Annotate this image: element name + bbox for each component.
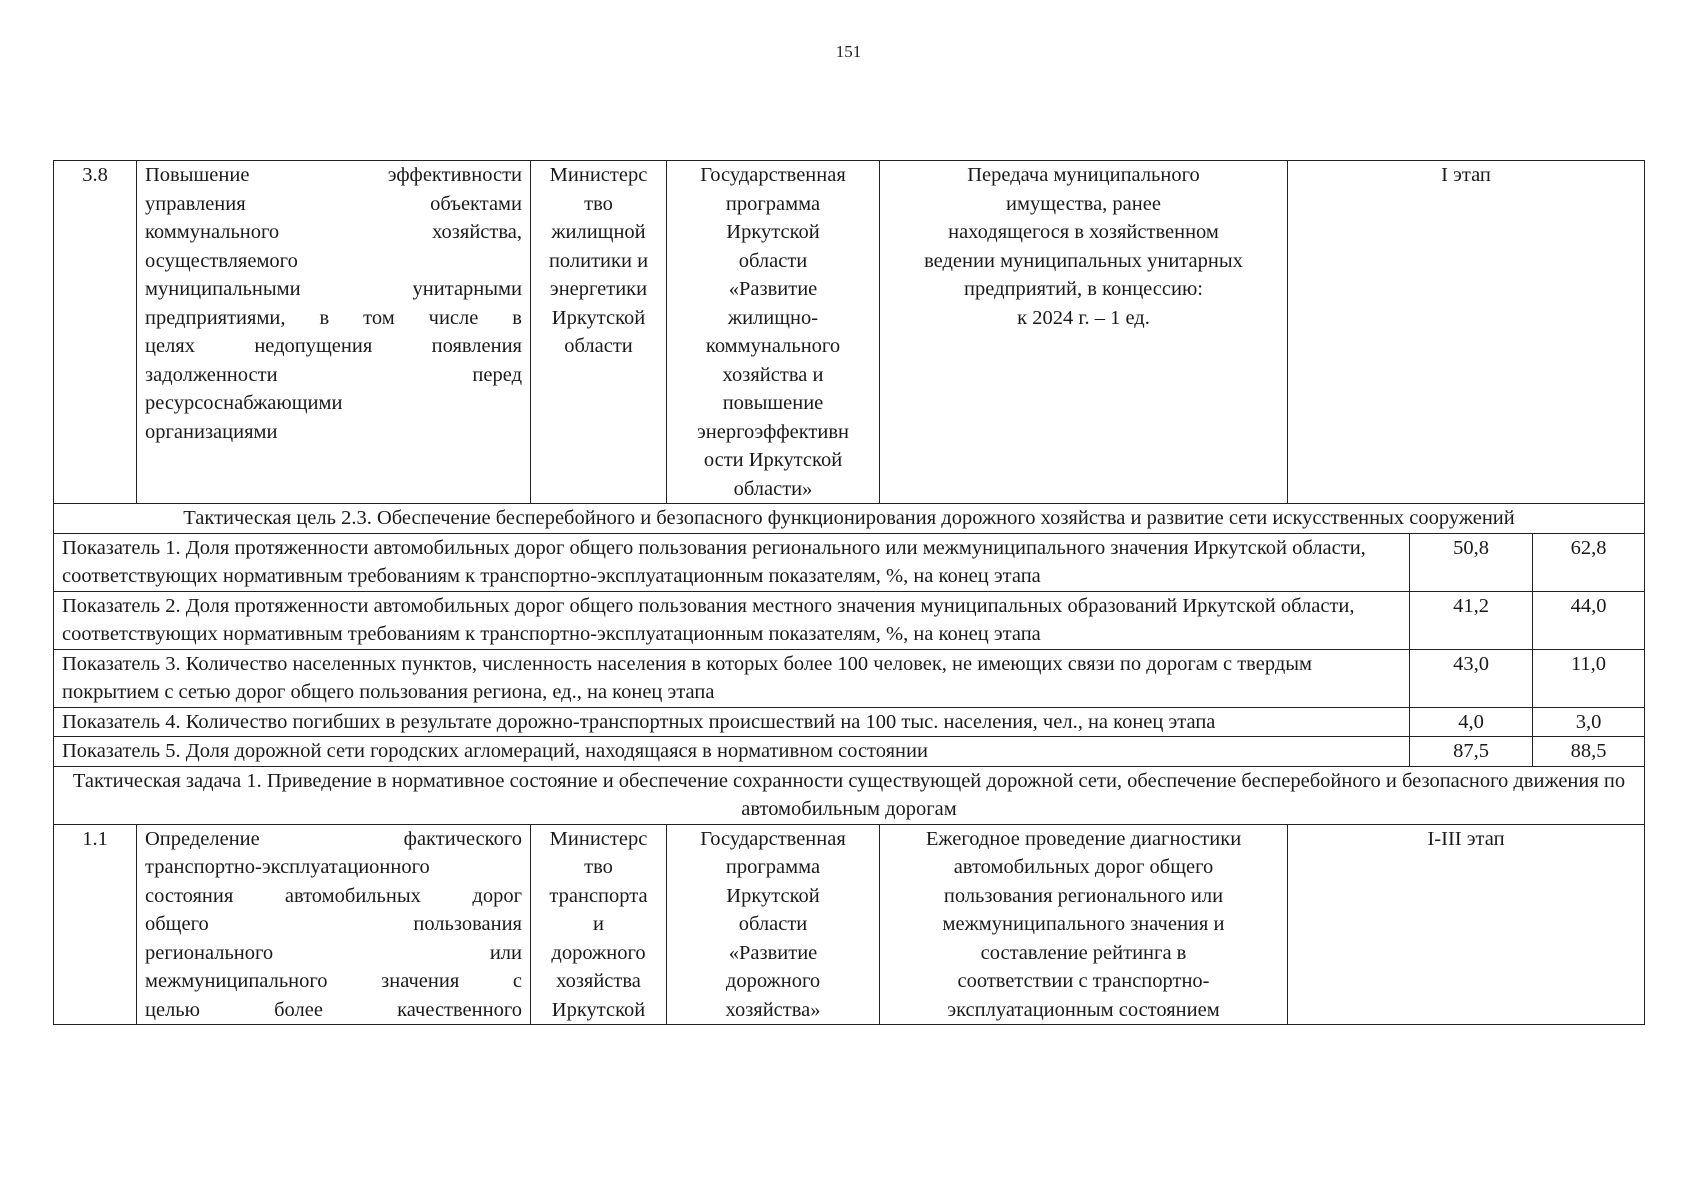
indicator-text: Показатель 2. Доля протяженности автомобильных дорог общего пользования местного значения муниципальных образований Иркутской области, соответствующих нормативным требованиям к транспортно-эксплуатационным показателям, %, на конец этапа	[54, 591, 1410, 649]
tactical-goal-row	[54, 504, 1645, 534]
tactical-goal: Тактическая цель 2.3. Обеспечение бесперебойного и безопасного функционирования дорожного хозяйства и развитие сети искусственных сооружений	[54, 504, 1645, 534]
indicator-value: 62,8	[1533, 533, 1645, 591]
table-row-3-8	[54, 161, 1645, 504]
indicator-value: 11,0	[1533, 649, 1645, 707]
expected-result: Ежегодное проведение диагностики автомобильных дорог общего пользования регионального или межмуниципального значения и составление рейтинга в соответствии с транспортно- эксплуатационным состоянием	[880, 824, 1288, 1025]
indicator-row	[54, 707, 1645, 737]
stage: I этап	[1288, 161, 1645, 504]
tactical-task: Тактическая задача 1. Приведение в нормативное состояние и обеспечение сохранности существующей дорожной сети, обеспечение бесперебойного и безопасного движения по автомобильным дорогам	[54, 766, 1645, 824]
indicator-row	[54, 533, 1645, 591]
indicator-text: Показатель 5. Доля дорожной сети городских агломераций, находящаяся в нормативном состоянии	[54, 737, 1410, 767]
expected-result: Передача муниципального имущества, ранее находящегося в хозяйственном ведении муниципальных унитарных предприятий, в концессию: к 2024 г. – 1 ед.	[880, 161, 1288, 504]
indicator-row	[54, 591, 1645, 649]
state-program: Государственная программа Иркутской области «Развитие жилищно- коммунального хозяйства и повышение энергоэффективн ости Иркутской области»	[667, 161, 880, 504]
state-program: Государственная программа Иркутской области «Развитие дорожного хозяйства»	[667, 824, 880, 1025]
activity-title: Определение фактического транспортно-эксплуатационного состояния автомобильных дорог общего пользования регионального или межмуниципального значения с целью более качественного	[137, 824, 531, 1025]
row-number: 3.8	[54, 161, 137, 504]
indicator-value: 50,8	[1410, 533, 1533, 591]
executor: Министерс тво жилищной политики и энергетики Иркутской области	[531, 161, 667, 504]
executor: Министерс тво транспорта и дорожного хозяйства Иркутской	[531, 824, 667, 1025]
table-row-1-1	[54, 824, 1645, 1025]
indicator-row	[54, 737, 1645, 767]
page-number: 151	[835, 42, 862, 61]
activity-title: Повышение эффективности управления объектами коммунального хозяйства, осуществляемого муниципальными унитарными предприятиями, в том числе в целях недопущения появления задолженности перед ресурсоснабжающими организациями	[137, 161, 531, 504]
indicator-value: 4,0	[1410, 707, 1533, 737]
row-number: 1.1	[54, 824, 137, 1025]
indicator-value: 43,0	[1410, 649, 1533, 707]
indicator-text: Показатель 3. Количество населенных пунктов, численность населения в которых более 100 человек, не имеющих связи по дорогам с твердым покрытием с сетью дорог общего пользования региона, ед., на конец этапа	[54, 649, 1410, 707]
indicator-value: 87,5	[1410, 737, 1533, 767]
indicator-text: Показатель 4. Количество погибших в результате дорожно-транспортных происшествий на 100 тыс. населения, чел., на конец этапа	[54, 707, 1410, 737]
indicator-value: 3,0	[1533, 707, 1645, 737]
tactical-task-row	[54, 766, 1645, 824]
indicator-value: 88,5	[1533, 737, 1645, 767]
indicator-value: 41,2	[1410, 591, 1533, 649]
indicator-value: 44,0	[1533, 591, 1645, 649]
indicator-row	[54, 649, 1645, 707]
stage: I-III этап	[1288, 824, 1645, 1025]
indicator-text: Показатель 1. Доля протяженности автомобильных дорог общего пользования регионального или межмуниципального значения Иркутской области, соответствующих нормативным требованиям к транспортно-эксплуатационным показателям, %, на конец этапа	[54, 533, 1410, 591]
program-table	[53, 160, 1645, 1025]
